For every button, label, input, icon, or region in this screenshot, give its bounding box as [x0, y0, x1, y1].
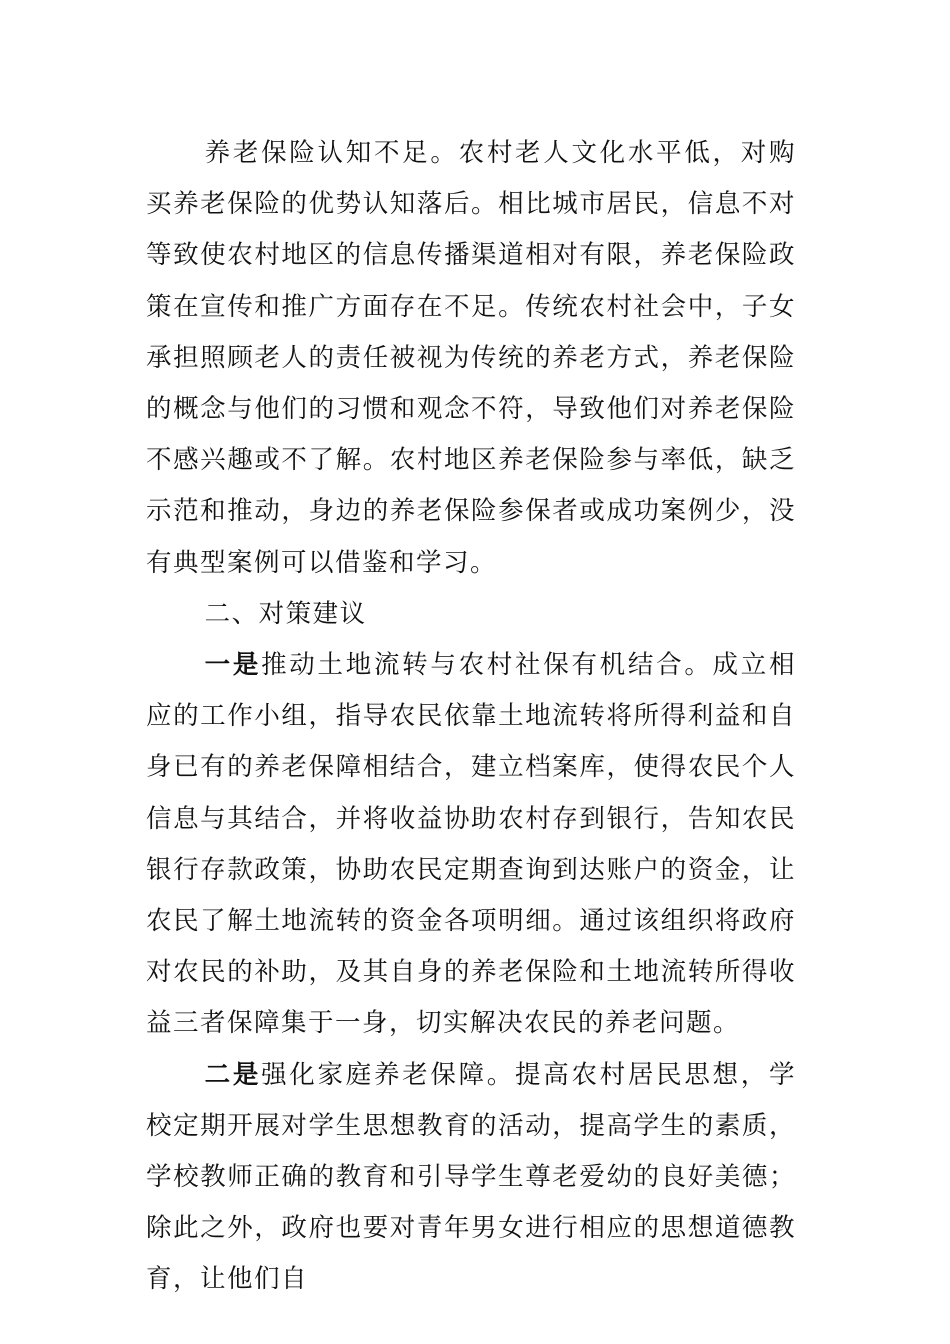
paragraph-pension-awareness: 养老保险认知不足。农村老人文化水平低，对购买养老保险的优势认知落后。相比城市居民，信息不对等致使农村地区的信息传播渠道相对有限，养老保险政策在宣传和推广方面存在不足。传统农村社会中，子女承担照顾老人的责任被视为传统的养老方式，养老保险的概念与他们的习惯和观念不符，导致他们对养老保险不感兴趣或不了解。农村地区养老保险参与率低，缺乏示范和推动，身边的养老保险参保者或成功案例少，没有典型案例可以借鉴和学习。	[146, 138, 796, 578]
suggestion-two-lead: 二是	[204, 1059, 262, 1090]
section-heading-countermeasures: 二、对策建议	[204, 598, 367, 629]
paragraph-suggestion-two	[146, 1050, 796, 1306]
suggestion-two-text: 强化家庭养老保障。提高农村居民思想，学校定期开展对学生思想教育的活动，提高学生的素质，学校教师正确的教育和引导学生尊老爱幼的良好美德；除此之外，政府也要对青年男女进行相应的思想道德教育，让他们自	[146, 1059, 796, 1295]
document-body	[146, 128, 796, 1306]
paragraph-suggestion-one	[146, 640, 796, 1050]
suggestion-one-lead: 一是	[204, 650, 262, 681]
suggestion-one-text: 推动土地流转与农村社保有机结合。成立相应的工作小组，指导农民依靠土地流转将所得利益和自身已有的养老保障相结合，建立档案库，使得农民个人信息与其结合，并将收益协助农村存到银行，告知农民银行存款政策，协助农民定期查询到达账户的资金，让农民了解土地流转的资金各项明细。通过该组织将政府对农民的补助，及其自身的养老保险和土地流转所得收益三者保障集于一身，切实解决农民的养老问题。	[146, 650, 796, 1039]
